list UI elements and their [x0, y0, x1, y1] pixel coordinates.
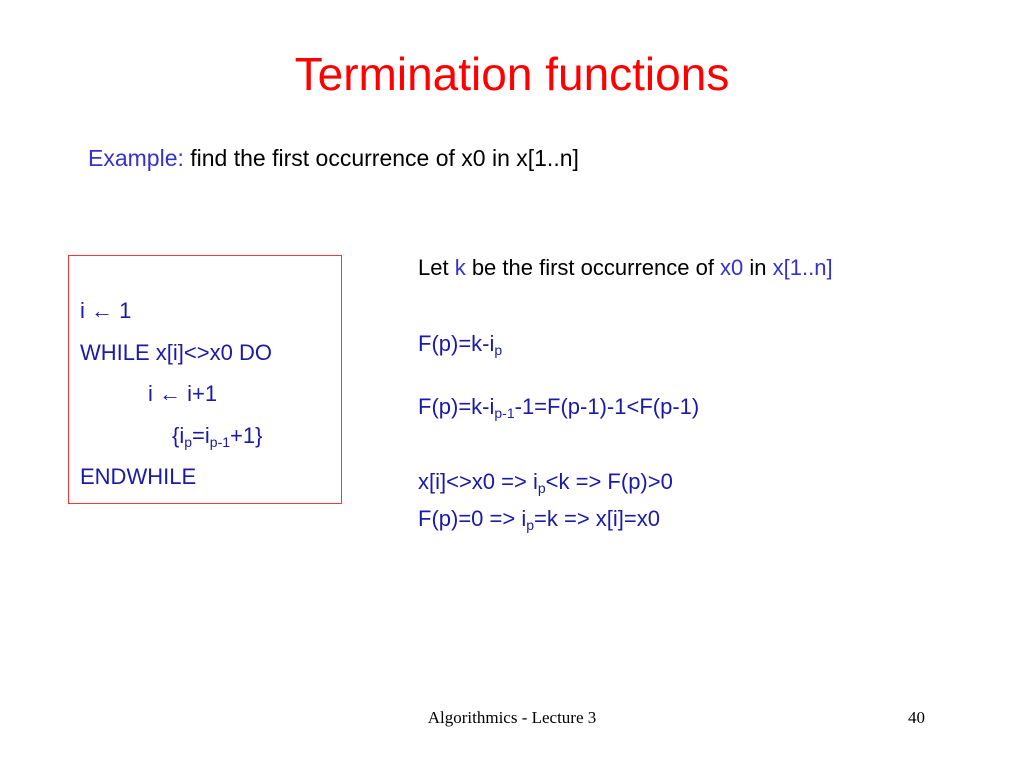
formula-2-sub: p-1 — [494, 405, 515, 421]
example-line — [88, 143, 579, 173]
formula-f-definition — [418, 331, 502, 357]
formula-1-main: F(p)=k-i — [418, 331, 495, 356]
formula-3-b: <k => F(p)>0 — [545, 469, 673, 494]
invariant-open: {i — [172, 423, 185, 448]
formula-implication-zero — [418, 506, 660, 532]
slide-title: Termination functions — [294, 48, 730, 100]
invariant-sub-p: p — [184, 434, 193, 450]
code-line-while: WHILE x[i]<>x0 DO — [80, 340, 272, 365]
code-line-init: i ← 1 — [80, 298, 132, 323]
formula-2-main: F(p)=k-i — [418, 394, 495, 419]
invariant-close: +1} — [230, 423, 263, 448]
formula-2-rest: -1=F(p-1)-1<F(p-1) — [514, 394, 700, 419]
let-text-1: Let — [418, 255, 455, 280]
formula-4-sub: p — [526, 517, 535, 533]
formula-4-b: =k => x[i]=x0 — [534, 506, 660, 531]
let-k: k — [454, 255, 466, 280]
code-line-endwhile: ENDWHILE — [80, 464, 197, 489]
formula-implication-positive — [418, 469, 673, 495]
example-text: find the first occurrence of x0 in x[1..n] — [190, 145, 579, 171]
invariant-eq: =i — [192, 423, 210, 448]
invariant-sub-p-1: p-1 — [209, 434, 231, 450]
example-label: Example: — [88, 145, 184, 171]
formula-3-sub: p — [537, 480, 546, 496]
let-statement — [418, 255, 833, 281]
let-x0: x0 — [720, 255, 744, 280]
let-text-2: be the first occurrence of — [465, 255, 721, 280]
let-text-3: in — [743, 255, 773, 280]
formula-3-a: x[i]<>x0 => i — [418, 469, 538, 494]
page-number: 40 — [908, 708, 925, 727]
let-array: x[1..n] — [772, 255, 833, 280]
code-line-increment: i ← i+1 — [148, 381, 218, 406]
formula-f-decrease — [418, 394, 699, 420]
formula-4-a: F(p)=0 => i — [418, 506, 527, 531]
code-line-invariant — [172, 423, 262, 449]
footer-lecture: Algorithmics - Lecture 3 — [427, 708, 597, 727]
formula-1-sub: p — [494, 342, 503, 358]
